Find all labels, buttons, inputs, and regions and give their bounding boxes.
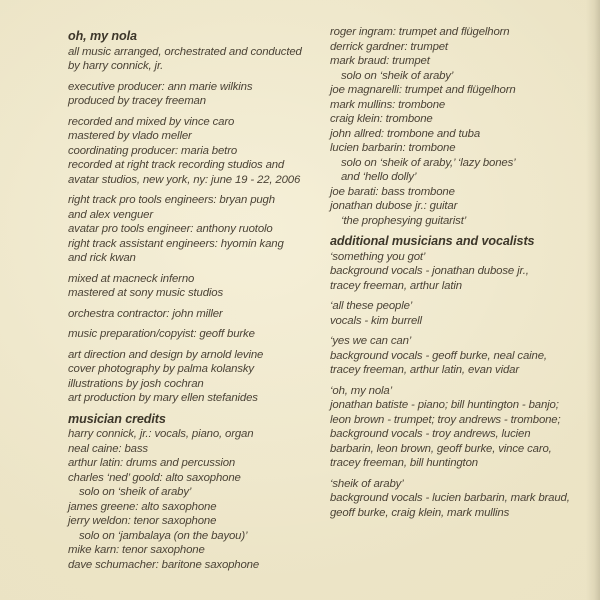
credit-line: and ‘hello dolly’	[341, 171, 417, 183]
credit-line: jerry weldon: tenor saxophone	[68, 515, 217, 527]
credit-block	[330, 234, 596, 293]
credit-line: roger ingram: trumpet and flügelhorn	[330, 26, 510, 38]
credit-line: tracey freeman, arthur latin	[330, 279, 462, 292]
credit-line: right track assistant engineers: hyomin kang	[68, 237, 284, 250]
credit-block	[68, 412, 324, 573]
credit-line: solo on ‘jambalaya (on the bayou)’	[79, 529, 248, 542]
credit-line: charles ‘ned’ goold: alto saxophone	[68, 471, 241, 484]
credit-line: art production by mary ellen stefanides	[68, 392, 258, 404]
credit-line: ‘all these people’	[330, 300, 413, 312]
credit-line: mastered by vlado meller	[68, 130, 192, 142]
credit-line: mike karn: tenor saxophone	[68, 544, 205, 556]
credit-line: solo on ‘sheik of araby’	[341, 69, 454, 82]
credits-column-left	[68, 25, 324, 578]
credit-line: produced by tracey freeman	[68, 95, 206, 107]
credit-line: solo on ‘sheik of araby’	[79, 486, 192, 498]
credit-block	[330, 334, 596, 378]
credit-line: right track pro tools engineers: bryan pugh	[68, 194, 275, 206]
credit-line: barbarin, leon brown, geoff burke, vince caro,	[330, 442, 552, 455]
credit-block	[330, 477, 596, 521]
credit-line: dave schumacher: baritone saxophone	[68, 558, 260, 571]
credit-block	[68, 307, 324, 322]
credit-line: background vocals - lucien barbarin, mark braud,	[330, 492, 570, 504]
credit-line: mixed at macneck inferno	[68, 272, 195, 285]
credit-line: background vocals - troy andrews, lucien	[330, 428, 531, 440]
credit-line: recorded and mixed by vince caro	[68, 115, 235, 128]
credit-block	[68, 115, 324, 188]
credit-line: mark mullins: trombone	[330, 98, 446, 111]
credit-line: joe barati: bass trombone	[330, 185, 455, 198]
credit-line: ‘the prophesying guitarist’	[341, 214, 467, 227]
credit-line: orchestra contractor: john miller	[68, 307, 223, 320]
credit-line: ‘oh, my nola’	[330, 384, 392, 397]
credit-line: arthur latin: drums and percussion	[68, 457, 236, 469]
credit-line: geoff burke, craig klein, mark mullins	[330, 506, 510, 519]
credit-line: mark braud: trumpet	[330, 55, 430, 67]
credit-line: background vocals - geoff burke, neal caine,	[330, 349, 547, 362]
credit-block	[68, 80, 324, 109]
credit-block	[68, 193, 324, 266]
credit-line: john allred: trombone and tuba	[330, 127, 481, 140]
credit-line: solo on ‘sheik of araby,’ ‘lazy bones’	[341, 156, 516, 169]
credit-line: ‘something you got’	[330, 250, 426, 263]
credit-line: jonathan dubose jr.: guitar	[330, 200, 458, 212]
credit-line: vocals - kim burrell	[330, 314, 422, 327]
credit-block	[68, 348, 324, 406]
credit-block	[330, 25, 596, 228]
credits-column-right	[330, 25, 596, 526]
credit-line: cover photography by palma kolansky	[68, 363, 254, 375]
section-heading: musician credits	[68, 411, 166, 426]
credit-line: avatar studios, new york, ny: june 19 - 22, 2006	[68, 173, 301, 186]
credit-line: leon brown - trumpet; troy andrews - trombone;	[330, 413, 561, 426]
credit-block	[68, 29, 324, 74]
credit-line: harry connick, jr.: vocals, piano, organ	[68, 428, 254, 440]
credit-block	[330, 384, 596, 471]
credit-block	[68, 327, 324, 342]
credit-line: tracey freeman, arthur latin, evan vidar	[330, 364, 519, 376]
credit-line: art direction and design by arnold levine	[68, 348, 264, 361]
credit-line: background vocals - jonathan dubose jr.,	[330, 265, 529, 277]
credit-line: and rick kwan	[68, 252, 136, 264]
credit-line: recorded at right track recording studios and	[68, 159, 285, 171]
credit-line: neal caine: bass	[68, 442, 148, 455]
credit-line: executive producer: ann marie wilkins	[68, 80, 253, 93]
credit-line: avatar pro tools engineer: anthony ruotolo	[68, 223, 273, 235]
credit-block	[68, 272, 324, 301]
credit-block	[330, 299, 596, 328]
credit-line: derrick gardner: trumpet	[330, 40, 448, 53]
credit-line: mastered at sony music studios	[68, 287, 224, 299]
credit-line: music preparation/copyist: geoff burke	[68, 328, 255, 340]
credit-line: tracey freeman, bill huntington	[330, 457, 478, 469]
credit-line: illustrations by josh cochran	[68, 377, 204, 390]
credit-line: by harry connick, jr.	[68, 60, 164, 72]
section-heading: oh, my nola	[68, 29, 137, 43]
credit-line: james greene: alto saxophone	[68, 500, 217, 513]
section-heading: additional musicians and vocalists	[330, 234, 535, 248]
credit-line: ‘sheik of araby’	[330, 477, 404, 490]
credit-line: and alex venguer	[68, 208, 153, 221]
credit-line: all music arranged, orchestrated and conducted	[68, 45, 302, 58]
credit-line: ‘yes we can can’	[330, 335, 412, 347]
credit-line: craig klein: trombone	[330, 113, 433, 125]
credit-line: coordinating producer: maria betro	[68, 144, 238, 157]
credit-line: lucien barbarin: trombone	[330, 142, 456, 154]
credit-line: joe magnarelli: trumpet and flügelhorn	[330, 84, 516, 96]
credit-line: jonathan batiste - piano; bill huntington - banjo;	[330, 399, 559, 411]
